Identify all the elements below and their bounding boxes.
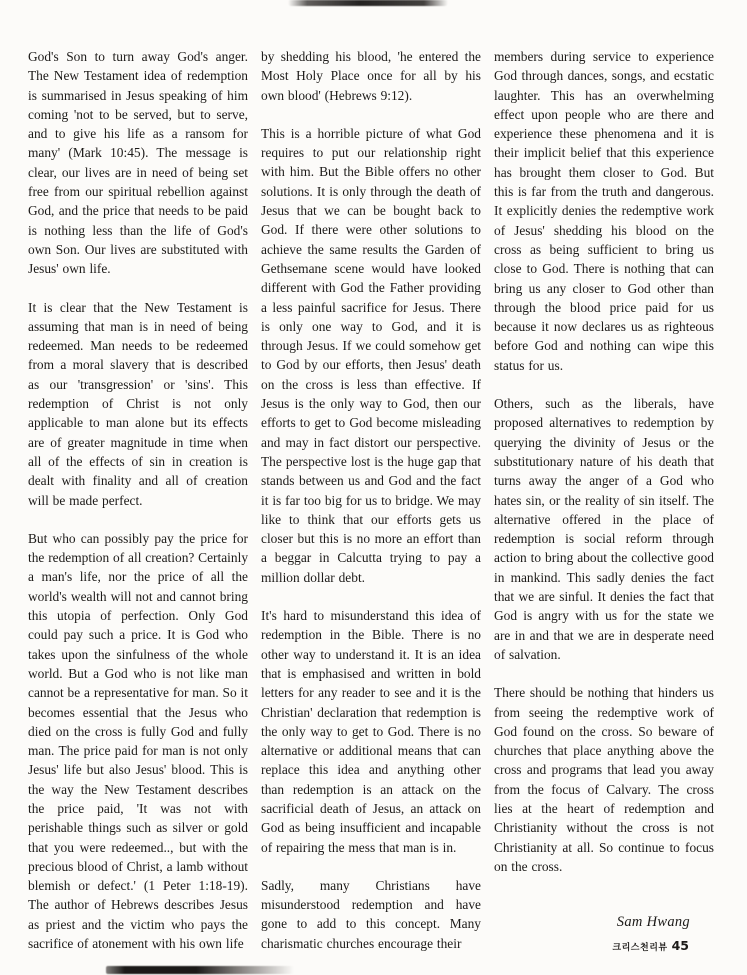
paragraph: There should be nothing that hinders us from seeing the redemptive work of God found on the cross. So beware of churches that place anything above the cross and programs that lead you away from the focus of Calvary. The cross lies at the heart of redemption and Christianity without the cross is not Christianity at all. So continue to focus on the cross. — [494, 685, 714, 874]
author-byline: Sam Hwang — [616, 914, 690, 931]
column-3 — [494, 47, 714, 972]
page-number: 45 — [671, 938, 689, 953]
column-3-paragraphs — [494, 47, 714, 876]
paragraph: members during service to experience God through dances, songs, and ecstatic laughter. This has an overwhelming effect upon people who are there and experience these phenomena and it is their implicit belief that this experience has brought them closer to God. But this is far from the truth and dangerous. It explicitly denies the redemptive work of Jesus' shedding his blood on the cross as being sufficient to bring us close to God. There is nothing that can bring us any closer to God other than through the blood price paid for us because it now declares us as righteous before God and nothing can wipe this status for us. — [494, 49, 714, 373]
paragraph: But who can possibly pay the price for the redemption of all creation? Certainly a man's life, nor the price of all the world's wealth will not and cannot bring this utopia of perfection. Only God could pay such a price. It is God who takes upon the sinfulness of the whole world. But a God who is not like man cannot be a representative for man. So it becomes essential that the Jesus who died on the cross is fully God and fully man. The price paid for man is not only Jesus' life but also Jesus' blood. This is the way the New Testament describes the price paid, 'It was not with perishable things such as silver or gold that you were redeemed.., but with the precious blood of Christ, a lamb without blemish or defect.' (1 Peter 1:18-19). The author of Hebrews describes Jesus as priest and the victim who pays the sacrifice of atonement with his own life — [28, 530, 249, 952]
paragraph: It is clear that the New Testament is assuming that man is in need of being redeemed. Man needs to be redeemed from a moral slavery that is described as our 'transgression' or 'sins'. This redemption of Christ is not only applicable to man alone but its effects are of greater magnitude in time when all of the effects of sin in creation is dealt with finality and all of creation will be made perfect. — [28, 299, 248, 508]
paragraph: It's hard to misunderstand this idea of redemption in the Bible. There is no other way to understand it. It is an idea that is emphasised and written in bold letters for any reader to see and it is the Christian' declaration that redemption is the only way to get to God. There is no alternative or additional means that can replace this idea and anything other than redemption is an attack on the sacrificial death of Jesus, an attack on God as being insufficient and incapable of repairing the mess that man is in. — [261, 608, 481, 855]
journal-title-korean: 크리스천리뷰 — [612, 943, 668, 953]
paragraph: Others, such as the liberals, have proposed alternatives to redemption by querying the divinity of Jesus or the substitutionary nature of his death that turns away the anger of a God who hates sin, or the reality of sin itself. The alternative offered in the place of redemption is social reform through action to bring about the collective good in mankind. This sadly denies the fact that we are sinful. It denies the fact that God is angry with us for the state we are in and that we are in desperate need of salvation. — [494, 396, 714, 662]
paragraph: Sadly, many Christians have misunderstood redemption and have gone to add to this concept. Many charismatic churches encourage their — [261, 877, 481, 951]
article-body — [28, 47, 714, 972]
column-1-paragraphs — [28, 47, 248, 953]
scan-artifact-bottom — [106, 966, 294, 974]
paragraph: God's Son to turn away God's anger. The New Testament idea of redemption is summarised in Jesus speaking of him coming 'not to be served, but to serve, and to give his life as a ransom for many' (Mark 10:45). The message is clear, our lives are in need of being set free from our spiritual rebellion against God, and the price that needs to be paid is nothing less than the life of God's own Son. Our lives are substituted with Jesus' own life. — [28, 49, 248, 277]
column-1 — [28, 47, 248, 972]
paragraph: This is a horrible picture of what God requires to put our relationship right with him. But the Bible offers no other solutions. It is only through the death of Jesus that we can be bought back to God. If there were other solutions to achieve the same results the Garden of Gethsemane scene would have looked different with God the Father providing a less painful sacrifice for Jesus. There is only one way to God, and it is through Jesus. If we could somehow get to God by our efforts, then Jesus' death on the cross is less than effective. If Jesus is the only way to God, then our efforts to get to God become misleading and may in fact distort our perspective. The perspective lost is the huge gap that stands between us and God and the fact it is far too big for us to bridge. We may like to think that our efforts gets us closer but this is no more an effort than a beggar in Calcutta trying to pay a million dollar debt. — [261, 125, 481, 585]
column-2-paragraphs — [261, 47, 481, 953]
paragraph: by shedding his blood, 'he entered the Most Holy Place once for all by his own blood' (Hebrews 9:12). — [261, 49, 481, 103]
column-2 — [261, 47, 481, 972]
page-footer — [612, 938, 689, 953]
scan-artifact-top — [288, 0, 448, 6]
